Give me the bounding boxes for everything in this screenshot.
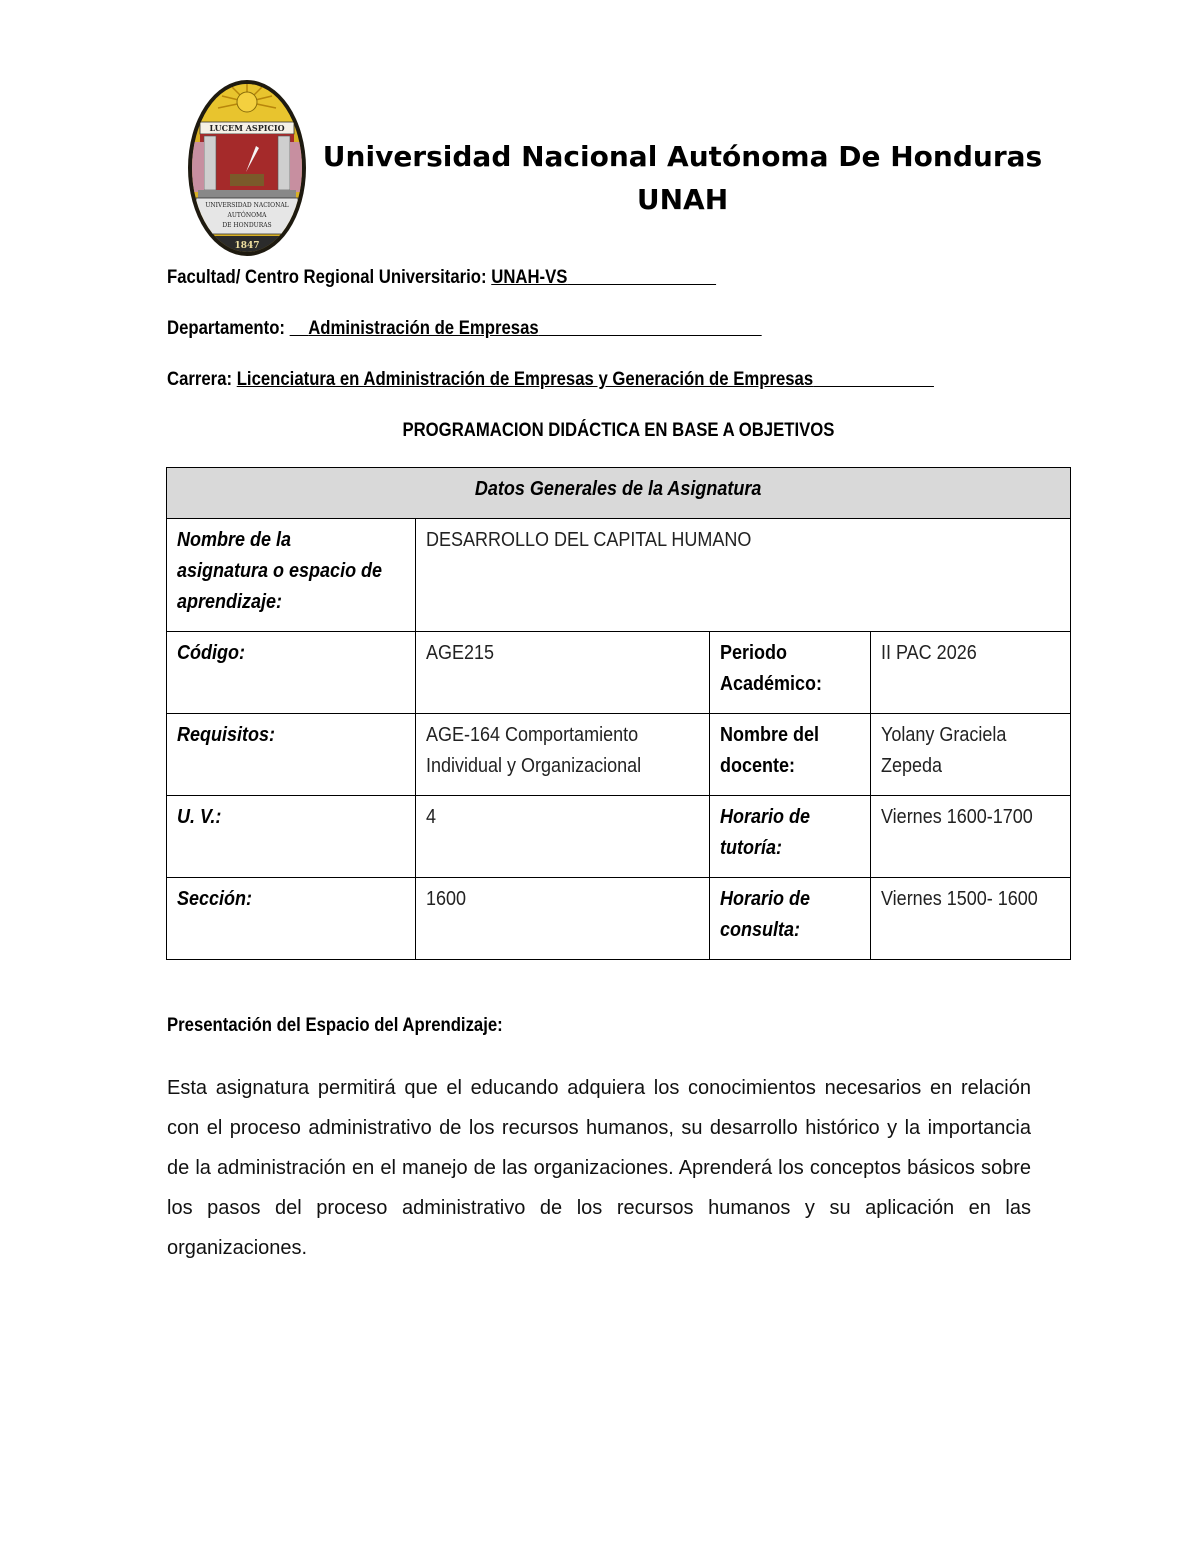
table-header: Datos Generales de la Asignatura xyxy=(167,468,1071,519)
departamento-value: Administración de Empresas xyxy=(308,318,539,339)
consulta-label: Horario de consulta: xyxy=(710,878,871,960)
seccion-label: Sección: xyxy=(167,878,416,960)
departamento-field xyxy=(167,318,762,340)
consulta-value: Viernes 1500- 1600 xyxy=(871,878,1071,960)
facultad-value: UNAH-VS xyxy=(491,267,568,288)
svg-text:LUCEM ASPICIO: LUCEM ASPICIO xyxy=(209,123,285,133)
carrera-value: Licenciatura en Administración de Empresas y Generación de Empresas xyxy=(236,369,814,390)
departamento-label: Departamento: xyxy=(167,318,285,339)
table-row xyxy=(167,878,1071,960)
requisitos-label: Requisitos: xyxy=(167,714,416,796)
seal-year xyxy=(234,241,259,251)
table-row xyxy=(167,632,1071,714)
document-heading: PROGRAMACION DIDÁCTICA EN BASE A OBJETIVOS xyxy=(402,420,835,441)
svg-text:UNIVERSIDAD NACIONAL: UNIVERSIDAD NACIONAL xyxy=(205,202,289,209)
presentation-title: Presentación del Espacio del Aprendizaje: xyxy=(167,1015,503,1036)
subject-value: DESARROLLO DEL CAPITAL HUMANO xyxy=(416,519,1071,632)
docente-value: Yolany Graciela Zepeda xyxy=(871,714,1071,796)
periodo-value: II PAC 2026 xyxy=(871,632,1071,714)
tutoria-label: Horario de tutoría: xyxy=(710,796,871,878)
facultad-label: Facultad/ Centro Regional Universitario: xyxy=(167,267,487,288)
table-header-row xyxy=(167,468,1071,519)
codigo-label: Código: xyxy=(167,632,416,714)
seal-motto xyxy=(209,123,284,133)
uv-value: 4 xyxy=(416,796,710,878)
docente-label: Nombre del docente: xyxy=(710,714,871,796)
uv-label: U. V.: xyxy=(167,796,416,878)
table-row xyxy=(167,519,1071,632)
facultad-field xyxy=(167,267,716,289)
subject-label: Nombre de la asignatura o espacio de aprendizaje: xyxy=(167,519,416,632)
presentation-body: Esta asignatura permitirá que el educando adquiera los conocimientos necesarios en relación con el proceso administrativo de los recursos humanos, su desarrollo histórico y la importancia de la administración en el manejo de las organizaciones. Aprenderá los conceptos básicos sobre los pasos del proceso administrativo de los recursos humanos y su aplicación en las organizaciones. xyxy=(167,1077,1031,1259)
tutoria-value: Viernes 1600-1700 xyxy=(871,796,1071,878)
university-name: Universidad Nacional Autónoma De Honduras xyxy=(322,140,1043,173)
unah-seal-icon xyxy=(186,78,308,258)
requisitos-value: AGE-164 Comportamiento Individual y Organizacional xyxy=(416,714,710,796)
svg-text:1847: 1847 xyxy=(234,241,260,251)
datos-generales-table xyxy=(166,467,1071,960)
svg-text:AUTÓNOMA: AUTÓNOMA xyxy=(227,212,267,219)
table-row xyxy=(167,796,1071,878)
university-abbreviation: UNAH xyxy=(636,183,729,216)
codigo-value: AGE215 xyxy=(416,632,710,714)
carrera-field xyxy=(167,369,934,391)
periodo-label: Periodo Académico: xyxy=(710,632,871,714)
carrera-label: Carrera: xyxy=(167,369,233,390)
svg-text:DE HONDURAS: DE HONDURAS xyxy=(222,222,272,229)
table-row xyxy=(167,714,1071,796)
seccion-value: 1600 xyxy=(416,878,710,960)
